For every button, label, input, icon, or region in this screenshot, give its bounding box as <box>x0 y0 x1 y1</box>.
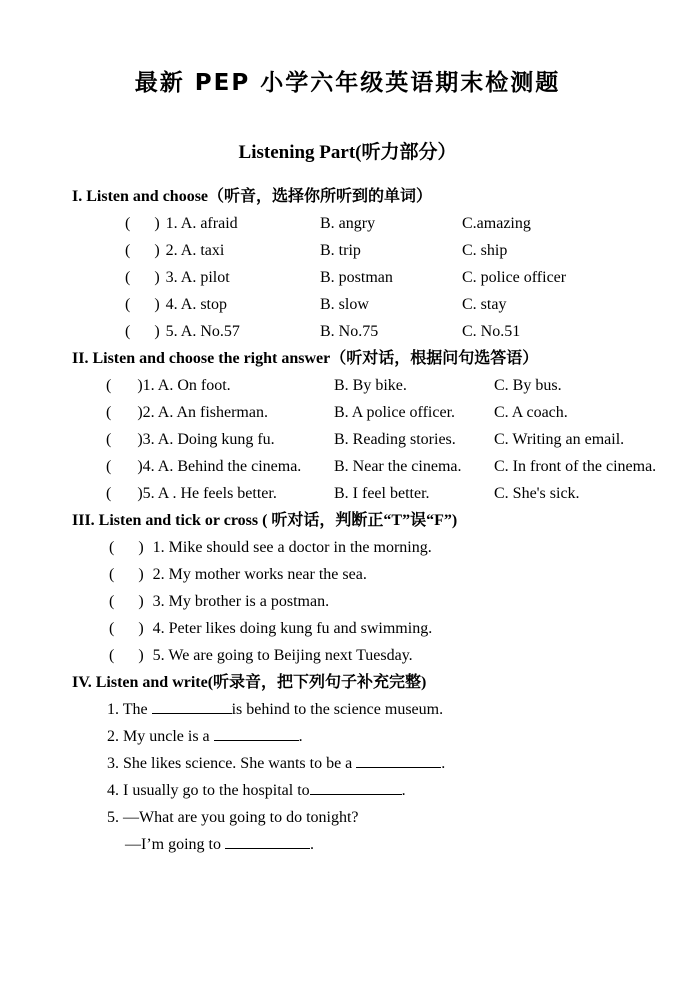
answer-blank[interactable] <box>214 725 299 741</box>
question-row <box>0 481 695 508</box>
option-a: 2. A. taxi <box>165 242 225 259</box>
sentence-pre: 5. —What are you going to do tonight? <box>107 809 359 826</box>
option-a-cell <box>106 427 334 454</box>
fill-in-row <box>0 805 695 832</box>
statement: 2. My mother works near the sea. <box>152 566 367 583</box>
sentence-pre: 4. I usually go to the hospital to <box>107 782 310 799</box>
option-c: C. A coach. <box>494 404 568 421</box>
option-a-cell <box>106 400 334 427</box>
sentence-post: . <box>310 836 314 853</box>
answer-bracket[interactable] <box>106 431 143 448</box>
fill-in-row <box>0 724 695 751</box>
statement: 1. Mike should see a doctor in the morning. <box>152 539 432 556</box>
paren-close: ) <box>137 485 143 502</box>
option-b: B. Reading stories. <box>334 431 456 448</box>
page-title: 最新 PEP 小学六年级英语期末检测题 <box>134 70 561 96</box>
fill-in-row <box>0 751 695 778</box>
paren-close: ) <box>154 323 160 340</box>
option-c: C. Writing an email. <box>494 431 625 448</box>
question-row <box>0 265 695 292</box>
option-a-cell <box>106 481 334 508</box>
paren-open: ( <box>109 647 115 664</box>
option-a: 5. A . He feels better. <box>142 485 277 502</box>
answer-bracket[interactable] <box>106 485 143 502</box>
true-false-row <box>0 643 695 670</box>
answer-bracket[interactable] <box>106 377 143 394</box>
paren-open: ( <box>125 296 131 313</box>
answer-bracket[interactable] <box>109 535 144 562</box>
section-1-heading: I. Listen and choose（听音，选择你所听到的单词） <box>72 188 433 205</box>
paren-close: ) <box>138 620 144 637</box>
option-a-cell <box>125 265 320 292</box>
answer-bracket[interactable] <box>109 562 144 589</box>
section-3-heading: III. Listen and tick or cross ( 听对话，判断正“T”误“F”) <box>72 512 458 529</box>
paren-open: ( <box>106 458 112 475</box>
question-row <box>0 454 695 481</box>
question-row <box>0 292 695 319</box>
paren-open: ( <box>109 539 115 556</box>
option-a: 4. A. stop <box>165 296 227 313</box>
paren-open: ( <box>106 377 112 394</box>
paren-open: ( <box>125 269 131 286</box>
answer-bracket[interactable] <box>109 616 144 643</box>
statement: 5. We are going to Beijing next Tuesday. <box>152 647 413 664</box>
sentence-pre: 1. The <box>107 701 152 718</box>
listening-part-title: Listening Part(听力部分） <box>238 142 457 163</box>
sentence-post: . <box>441 755 446 772</box>
option-a-cell <box>125 292 320 319</box>
paren-open: ( <box>109 620 115 637</box>
exam-body <box>0 184 695 859</box>
option-b: B. By bike. <box>334 377 407 394</box>
option-a: 1. A. On foot. <box>142 377 231 394</box>
question-row <box>0 319 695 346</box>
answer-bracket[interactable] <box>109 643 144 670</box>
paren-close: ) <box>137 404 143 421</box>
option-b: B. trip <box>320 242 361 259</box>
question-row <box>0 373 695 400</box>
paren-open: ( <box>125 215 131 232</box>
answer-bracket[interactable] <box>125 323 160 340</box>
true-false-row <box>0 562 695 589</box>
paren-close: ) <box>138 647 144 664</box>
option-b: B. angry <box>320 215 376 232</box>
paren-close: ) <box>154 215 160 232</box>
fill-in-row <box>0 832 695 859</box>
answer-bracket[interactable] <box>125 269 160 286</box>
paren-close: ) <box>138 593 144 610</box>
option-b: B. slow <box>320 296 369 313</box>
option-c: C. police officer <box>462 269 567 286</box>
paren-close: ) <box>137 458 143 475</box>
option-c: C. She's sick. <box>494 485 580 502</box>
paren-open: ( <box>125 323 131 340</box>
paren-close: ) <box>137 377 143 394</box>
option-b: B. A police officer. <box>334 404 456 421</box>
option-a: 3. A. pilot <box>165 269 230 286</box>
question-row <box>0 211 695 238</box>
option-a: 1. A. afraid <box>165 215 238 232</box>
sentence-post: . <box>401 782 406 799</box>
sentence-pre: —I’m going to <box>125 836 225 853</box>
option-a-cell <box>125 238 320 265</box>
option-c: C. In front of the cinema. <box>494 458 657 475</box>
paren-open: ( <box>109 593 115 610</box>
sentence-post: is behind to the science museum. <box>231 701 444 718</box>
paren-close: ) <box>154 242 160 259</box>
answer-bracket[interactable] <box>109 589 144 616</box>
question-row <box>0 400 695 427</box>
answer-blank[interactable] <box>310 779 402 795</box>
paren-close: ) <box>154 296 160 313</box>
paren-open: ( <box>106 485 112 502</box>
statement: 4. Peter likes doing kung fu and swimming. <box>152 620 433 637</box>
paren-close: ) <box>154 269 160 286</box>
sentence-pre: 2. My uncle is a <box>107 728 214 745</box>
paren-open: ( <box>106 404 112 421</box>
answer-bracket[interactable] <box>125 215 160 232</box>
fill-in-row <box>0 697 695 724</box>
option-b: B. No.75 <box>320 323 379 340</box>
true-false-row <box>0 589 695 616</box>
paren-close: ) <box>137 431 143 448</box>
section-2-heading: II. Listen and choose the right answer（听对话，根据问句选答语） <box>72 350 539 367</box>
true-false-row <box>0 535 695 562</box>
answer-bracket[interactable] <box>106 458 143 475</box>
answer-blank[interactable] <box>225 833 310 849</box>
option-c: C. By bus. <box>494 377 562 394</box>
answer-bracket[interactable] <box>125 296 160 313</box>
question-row <box>0 238 695 265</box>
section-4-heading: IV. Listen and write(听录音，把下列句子补充完整) <box>72 674 427 691</box>
answer-bracket[interactable] <box>125 242 160 259</box>
answer-bracket[interactable] <box>106 404 143 421</box>
option-c: C. ship <box>462 242 508 259</box>
option-c: C.amazing <box>462 215 531 232</box>
option-a: 4. A. Behind the cinema. <box>142 458 302 475</box>
option-a-cell <box>125 319 320 346</box>
true-false-row <box>0 616 695 643</box>
option-c: C. No.51 <box>462 323 521 340</box>
question-row <box>0 427 695 454</box>
option-a: 5. A. No.57 <box>165 323 240 340</box>
option-a: 2. A. An fisherman. <box>142 404 268 421</box>
option-a: 3. A. Doing kung fu. <box>142 431 275 448</box>
option-b: B. I feel better. <box>334 485 430 502</box>
option-a-cell <box>106 373 334 400</box>
option-b: B. postman <box>320 269 393 286</box>
paren-close: ) <box>138 566 144 583</box>
option-c: C. stay <box>462 296 507 313</box>
fill-in-row <box>0 778 695 805</box>
paren-open: ( <box>109 566 115 583</box>
option-a-cell <box>125 211 320 238</box>
sentence-pre: 3. She likes science. She wants to be a <box>107 755 357 772</box>
answer-blank[interactable] <box>356 752 441 768</box>
sentence-post: . <box>298 728 303 745</box>
paren-open: ( <box>125 242 131 259</box>
option-a-cell <box>106 454 334 481</box>
statement: 3. My brother is a postman. <box>152 593 330 610</box>
paren-close: ) <box>138 539 144 556</box>
answer-blank[interactable] <box>152 698 232 714</box>
option-b: B. Near the cinema. <box>334 458 462 475</box>
paren-open: ( <box>106 431 112 448</box>
